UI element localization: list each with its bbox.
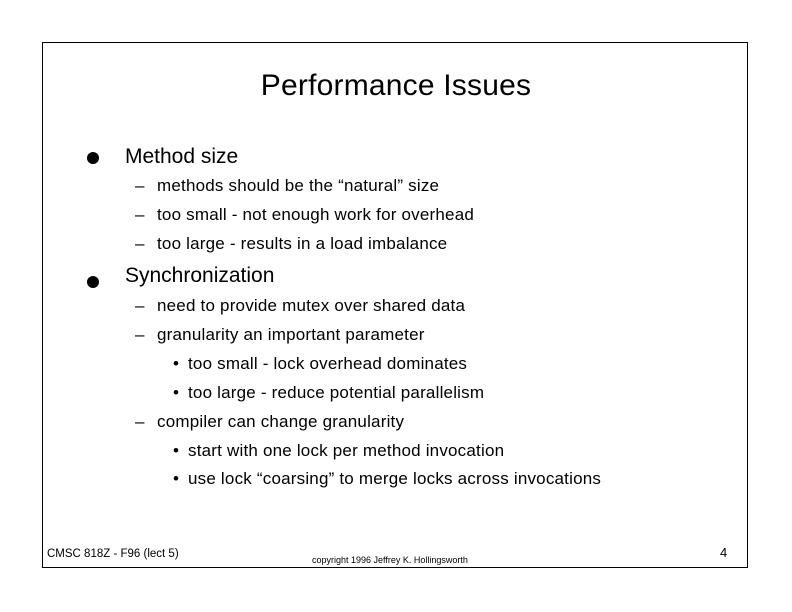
list-item: granularity an important parameter [157,325,425,344]
list-item: need to provide mutex over shared data [157,296,466,315]
page-number: 4 [720,545,728,560]
dash-icon: – [135,176,145,195]
section-heading-method-size: Method size [125,145,239,168]
dash-icon: – [135,296,145,315]
dash-icon: – [135,234,145,253]
bullet-dot-icon [87,152,99,164]
sub-bullet-icon: • [173,469,179,488]
dash-icon: – [135,205,145,224]
sub-list-item: too large - reduce potential parallelism [188,383,485,402]
sub-bullet-icon: • [173,354,179,373]
dash-icon: – [135,325,145,344]
list-item: too large - results in a load imbalance [157,234,448,253]
bullet-dot-icon [87,276,99,288]
list-item: compiler can change granularity [157,412,405,431]
sub-list-item: too small - lock overhead dominates [188,354,468,373]
dash-icon: – [135,412,145,431]
sub-list-item: use lock “coarsing” to merge locks across invocations [188,469,602,488]
sub-bullet-icon: • [173,383,179,402]
list-item: too small - not enough work for overhead [157,205,475,224]
course-footer: CMSC 818Z - F96 (lect 5) [47,548,179,560]
list-item: methods should be the “natural” size [157,176,440,195]
sub-bullet-icon: • [173,441,179,460]
sub-list-item: start with one lock per method invocation [188,441,505,460]
section-heading-synchronization: Synchronization [125,264,275,287]
slide-title: Performance Issues [260,69,532,102]
copyright-footer: copyright 1996 Jeffrey K. Hollingsworth [312,555,468,565]
